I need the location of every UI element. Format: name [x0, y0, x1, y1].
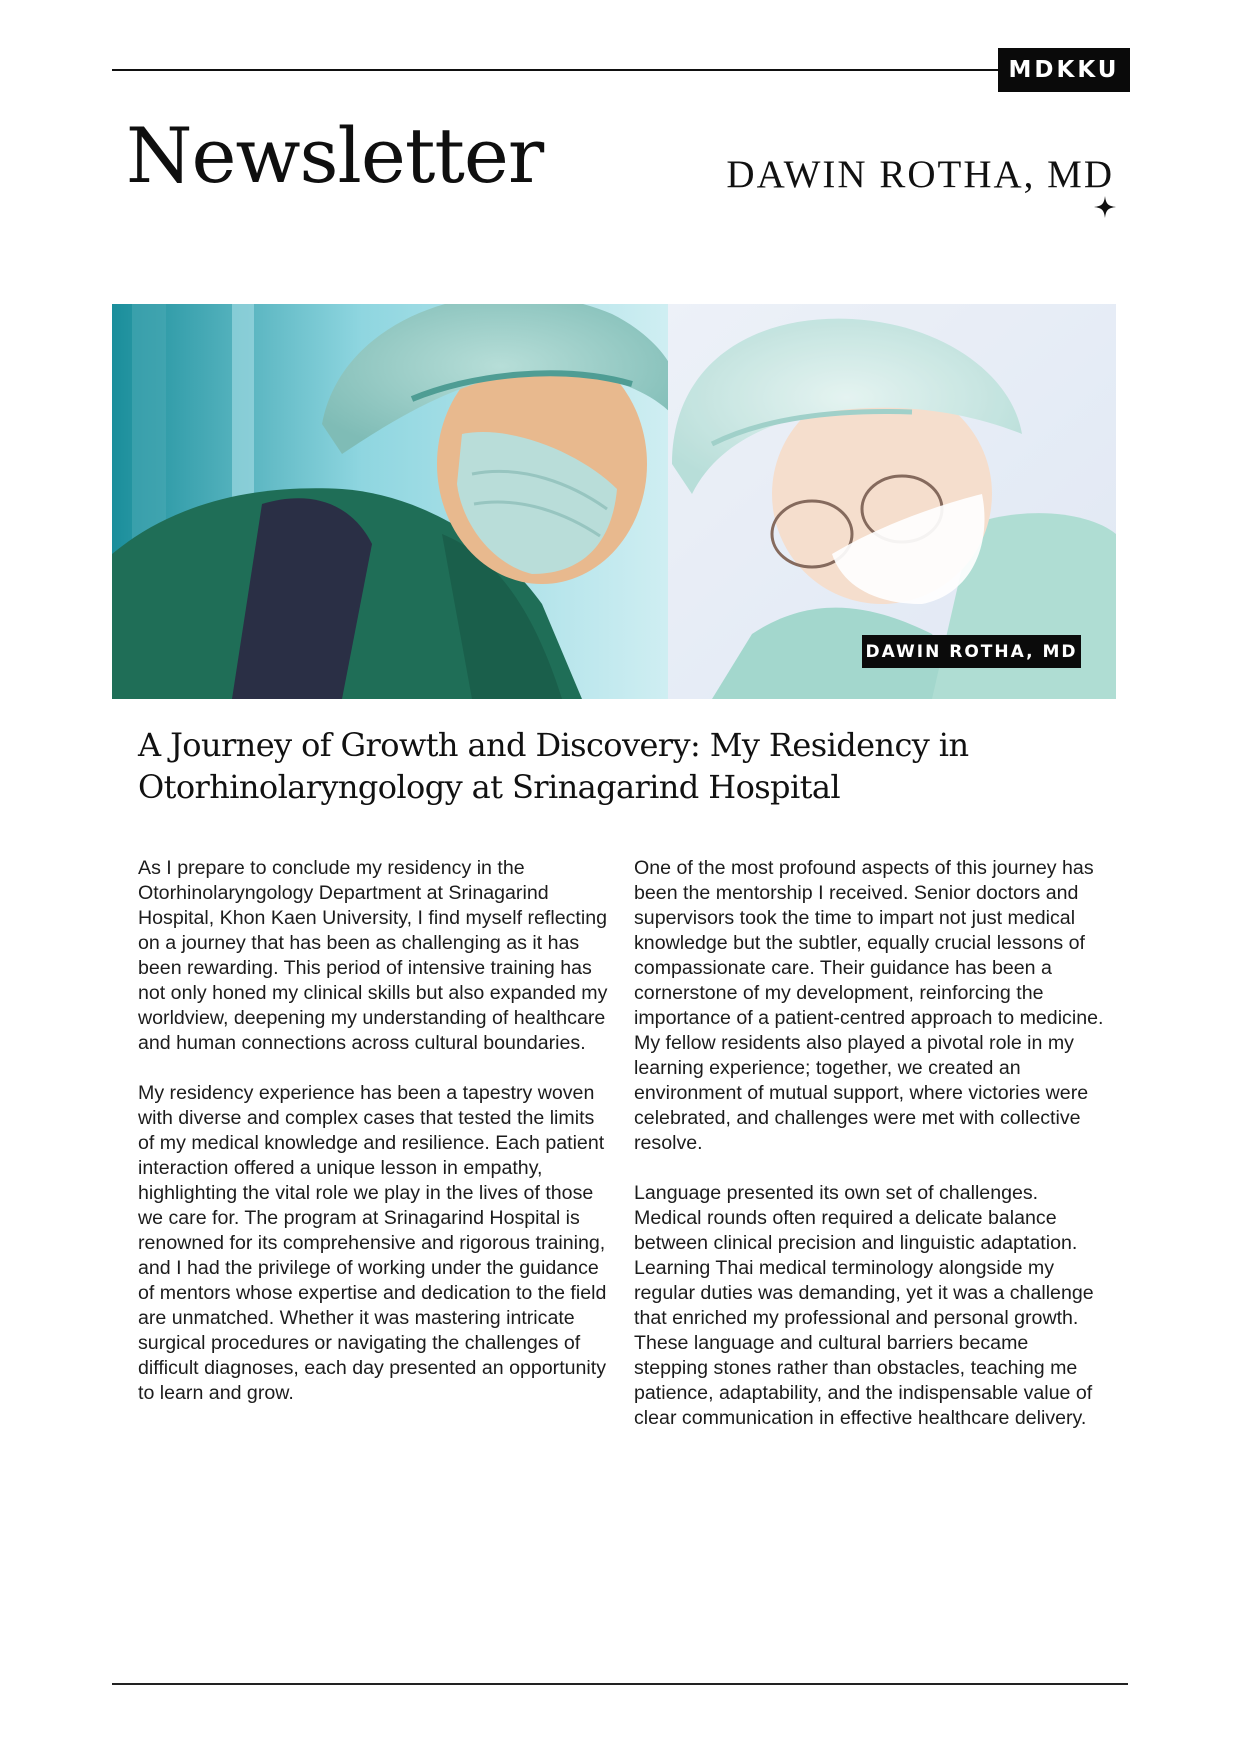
author-name: DAWIN ROTHA, MD: [726, 153, 1114, 196]
headline-line-1: A Journey of Growth and Discovery: My Residency in: [138, 726, 969, 764]
article-headline: [138, 724, 1068, 808]
publisher-badge: MDKKU: [998, 48, 1130, 92]
article-column-left: [138, 856, 608, 1431]
headline-line-2: Otorhinolaryngology at Srinagarind Hospital: [138, 768, 840, 806]
header-rule: [112, 69, 1002, 71]
article-column-right: [634, 856, 1104, 1456]
paragraph: As I prepare to conclude my residency in the Otorhinolaryngology Department at Srinagarind Hospital, Khon Kaen University, I find myself reflecting on a journey that has been as challenging as it has been rewarding. This period of intensive training has not only honed my clinical skills but also expanded my worldview, deepening my understanding of healthcare and human connections across cultural boundaries.: [138, 857, 608, 1054]
photo-caption: DAWIN ROTHA, MD: [862, 635, 1081, 668]
page-title: Newsletter: [126, 111, 544, 200]
footer-rule: [112, 1683, 1128, 1685]
paragraph: Language presented its own set of challenges. Medical rounds often required a delicate balance between clinical precision and linguistic adaptation. Learning Thai medical terminology alongside my regular duties was demanding, yet it was a challenge that enriched my professional and personal growth. These language and cultural barriers became stepping stones rather than obstacles, teaching me patience, adaptability, and the indispensable value of clear communication in effective healthcare delivery.: [634, 1182, 1094, 1429]
paragraph: My residency experience has been a tapestry woven with diverse and complex cases that tested the limits of my medical knowledge and resilience. Each patient interaction offered a unique lesson in empathy, highlighting the vital role we play in the lives of those we care for. The program at Srinagarind Hospital is renowned for its comprehensive and rigorous training, and I had the privilege of working under the guidance of mentors whose expertise and dedication to the field are unmatched. Whether it was mastering intricate surgical procedures or navigating the challenges of difficult diagnoses, each day presented an opportunity to learn and grow.: [138, 1082, 607, 1404]
paragraph: One of the most profound aspects of this journey has been the mentorship I received. Senior doctors and supervisors took the time to impart not just medical knowledge but the subtler, equally crucial lessons of compassionate care. Their guidance has been a cornerstone of my development, reinforcing the importance of a patient-centred approach to medicine. My fellow residents also played a pivotal role in my learning experience; together, we created an environment of mutual support, where victories were celebrated, and challenges were met with collective resolve.: [634, 857, 1104, 1154]
four-point-star-icon: [1094, 196, 1116, 218]
